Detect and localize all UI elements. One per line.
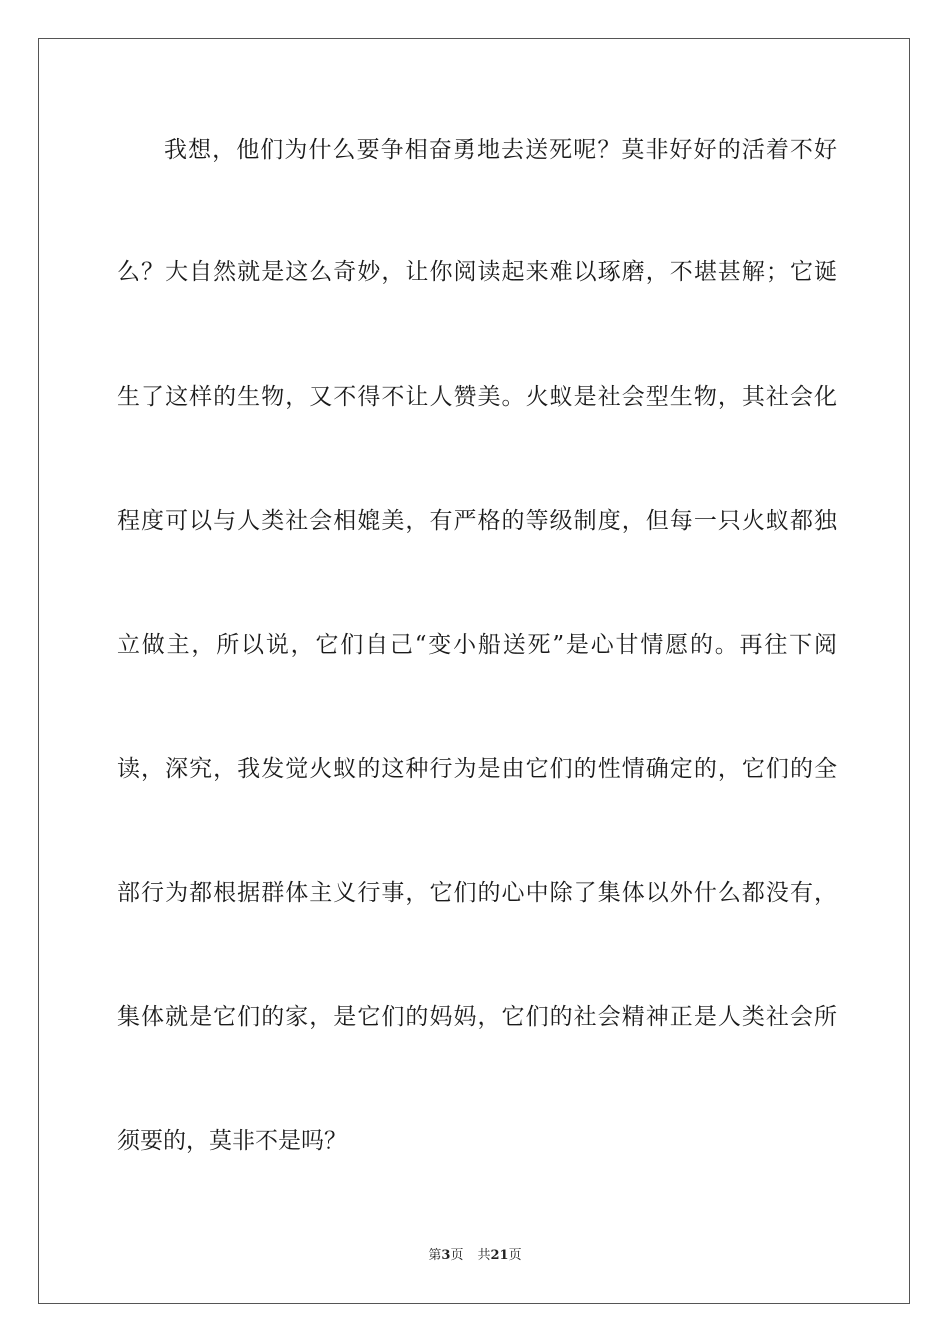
paragraph-line-6: 读，深究，我发觉火蚁的这种行为是由它们的性情确定的，它们的全 [117,756,837,782]
footer-page-number: 3 [441,1248,451,1263]
page-footer [0,1247,950,1265]
paragraph-line-4: 程度可以与人类社会相媲美，有严格的等级制度，但每一只火蚁都独 [117,508,837,534]
page-border [38,38,910,1304]
paragraph-line-3: 生了这样的生物，又不得不让人赞美。火蚁是社会型生物，其社会化 [117,384,837,410]
paragraph-line-1: 我想，他们为什么要争相奋勇地去送死呢？莫非好好的活着不好 [164,137,837,163]
footer-page-suffix: 页 [450,1248,464,1263]
footer-total-pages: 21 [490,1248,509,1263]
paragraph-line-7: 部行为都根据群体主义行事，它们的心中除了集体以外什么都没有， [117,880,837,906]
paragraph-line-2: 么？大自然就是这么奇妙，让你阅读起来难以琢磨，不堪甚解；它诞 [117,259,837,285]
paragraph-line-9: 须要的，莫非不是吗？ [117,1128,347,1154]
footer-page-prefix: 第 [428,1248,442,1263]
paragraph-line-8: 集体就是它们的家，是它们的妈妈，它们的社会精神正是人类社会所 [117,1004,837,1030]
footer-total-suffix: 页 [508,1248,522,1263]
footer-total-prefix: 共 [477,1248,491,1263]
paragraph-line-5: 立做主，所以说，它们自己“变小船送死”是心甘情愿的。再往下阅 [117,632,837,658]
